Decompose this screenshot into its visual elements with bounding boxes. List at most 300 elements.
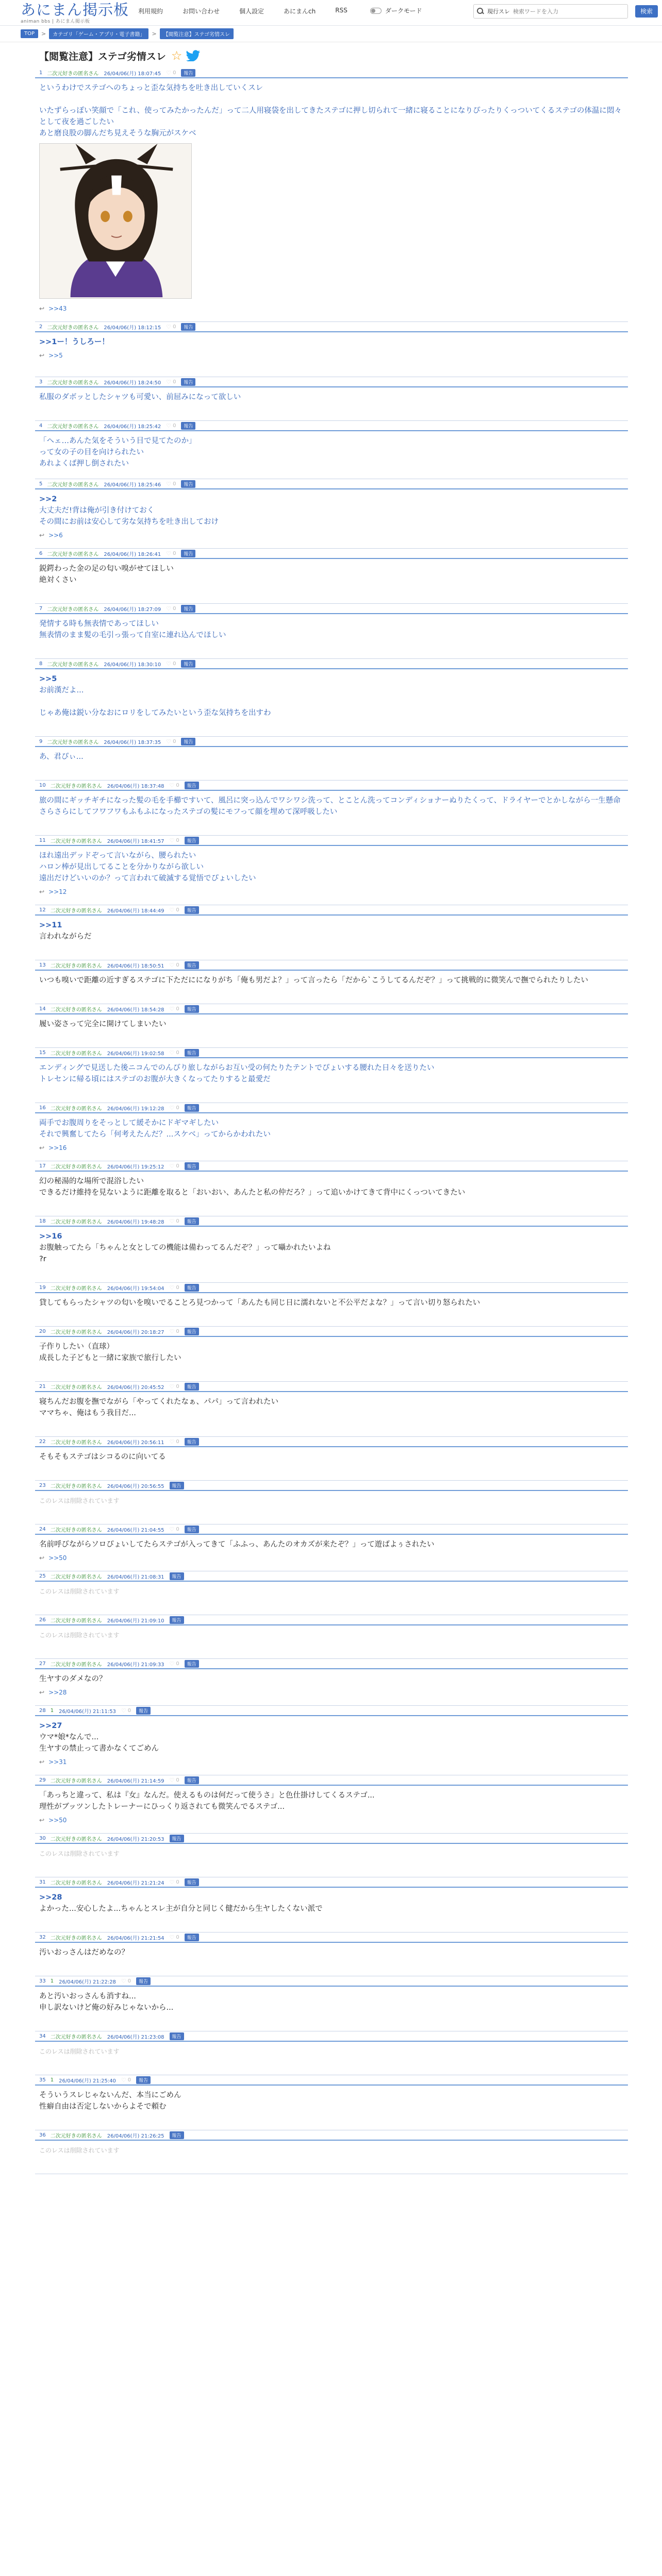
- heart-icon: ♡: [166, 69, 172, 76]
- post-date: 26/04/06(月) 20:56:55: [107, 1483, 164, 1489]
- like-button[interactable]: [170, 1879, 179, 1886]
- heart-icon: ♡: [169, 1383, 175, 1390]
- post-number[interactable]: 20: [39, 1328, 46, 1334]
- report-button[interactable]: 報告: [185, 1217, 199, 1225]
- post-number[interactable]: 34: [39, 2033, 46, 2039]
- post-date: 26/04/06(月) 18:27:09: [104, 606, 161, 613]
- reply-link[interactable]: >>16: [48, 1144, 67, 1151]
- report-button[interactable]: 報告: [136, 1977, 151, 1985]
- report-button[interactable]: 報告: [181, 660, 195, 668]
- post-number[interactable]: 23: [39, 1482, 46, 1488]
- post-number[interactable]: 8: [39, 660, 43, 667]
- site-title[interactable]: あにまん掲示板: [21, 1, 129, 19]
- post-footer-space: [35, 586, 628, 603]
- post-text-line: 私服のダボッとしたシャツも可愛い、前屈みになって欲しい: [39, 393, 241, 401]
- reply-link[interactable]: >>43: [48, 305, 67, 312]
- post-footer-space: [35, 1265, 628, 1282]
- like-count: 0: [176, 1049, 179, 1056]
- post-number[interactable]: 36: [39, 2132, 46, 2138]
- post: [35, 960, 628, 1004]
- post-number[interactable]: 14: [39, 1006, 46, 1012]
- reply-arrow-icon: ↩: [39, 1758, 45, 1766]
- site-header: [0, 0, 662, 26]
- nav-rss[interactable]: RSS: [335, 7, 347, 14]
- search-input[interactable]: [513, 8, 627, 15]
- report-button[interactable]: 報告: [181, 738, 195, 745]
- like-count: 0: [176, 1879, 179, 1885]
- like-button[interactable]: [170, 1438, 179, 1445]
- post-image-wrapper: [35, 139, 628, 301]
- report-button[interactable]: 報告: [185, 1776, 199, 1784]
- report-button[interactable]: 報告: [181, 69, 195, 77]
- favorite-star-icon[interactable]: ☆: [171, 48, 183, 63]
- post-number[interactable]: 4: [39, 422, 43, 429]
- report-button[interactable]: 報告: [170, 1835, 184, 1842]
- like-button[interactable]: [166, 481, 176, 487]
- post-number[interactable]: 9: [39, 738, 43, 744]
- post-number[interactable]: 19: [39, 1284, 46, 1291]
- post-footer-space: [35, 942, 628, 960]
- post-number[interactable]: 6: [39, 550, 43, 556]
- reply-link[interactable]: >>50: [48, 1554, 67, 1562]
- post-number[interactable]: 30: [39, 1835, 46, 1841]
- report-button[interactable]: 報告: [185, 837, 199, 844]
- replies-row: [35, 532, 628, 539]
- poster-name: 二次元好きの匿名さん: [50, 1007, 102, 1013]
- post-text-line: 汚いおっさんはだめなの？: [39, 1948, 129, 1957]
- post-text-line: あと磨良股の脚んだち見えそうな胸元がスケベ: [39, 129, 196, 138]
- twitter-bird-icon[interactable]: [186, 50, 201, 61]
- post-number[interactable]: 31: [39, 1879, 46, 1885]
- post-number[interactable]: 18: [39, 1218, 46, 1224]
- report-button[interactable]: 報告: [170, 2131, 184, 2139]
- post-date: 26/04/06(月) 21:25:40: [59, 2078, 116, 2084]
- post-footer-space: [35, 884, 628, 905]
- report-button[interactable]: 報告: [181, 422, 195, 430]
- reply-link[interactable]: >>5: [48, 352, 63, 359]
- like-count: 0: [127, 1978, 131, 1984]
- post-body: [35, 387, 628, 403]
- post-text-line: 大丈夫だ!背は俺が引き付けておく: [39, 506, 155, 515]
- post-number[interactable]: 16: [39, 1105, 46, 1111]
- report-button[interactable]: 報告: [185, 1328, 199, 1335]
- post-footer-space: [35, 1085, 628, 1103]
- report-button[interactable]: 報告: [181, 480, 195, 488]
- post-number[interactable]: 13: [39, 962, 46, 968]
- post: [35, 1834, 628, 1877]
- reply-anchor-link[interactable]: >>16: [39, 1232, 62, 1241]
- heart-icon: ♡: [121, 1707, 126, 1714]
- post-footer-space: [35, 1550, 628, 1571]
- dark-mode-control[interactable]: [370, 6, 422, 15]
- post-number[interactable]: 28: [39, 1707, 46, 1714]
- post: [35, 905, 628, 960]
- post-body: [35, 489, 628, 528]
- post-body: [35, 559, 628, 586]
- post-body: [35, 332, 628, 348]
- post-number[interactable]: 35: [39, 2077, 46, 2083]
- post-footer-space: [35, 1030, 628, 1047]
- post-header: [35, 1976, 628, 1987]
- post-number[interactable]: 2: [39, 324, 43, 330]
- like-count: 0: [176, 1328, 179, 1334]
- like-count: 0: [176, 1383, 179, 1389]
- like-button[interactable]: [170, 1328, 179, 1335]
- like-button[interactable]: [170, 837, 179, 844]
- post-text-line: よかった...安心したよ...ちゃんとスレ主が自分と同じく健だから生ヤしたくない派で: [39, 1905, 323, 1913]
- post-body: [35, 1535, 628, 1550]
- poster-name: 二次元好きの匿名さん: [47, 423, 99, 430]
- nav-animanch[interactable]: あにまんch: [284, 8, 316, 15]
- nav-terms[interactable]: 利用規約: [138, 8, 163, 15]
- report-button[interactable]: 報告: [185, 1934, 199, 1941]
- post-body: [35, 1844, 628, 1859]
- like-button[interactable]: [170, 1105, 179, 1111]
- like-button[interactable]: [121, 1978, 131, 1985]
- like-button[interactable]: [166, 422, 176, 429]
- like-count: 0: [173, 324, 176, 330]
- post-text-line: その間にお前は安心して劣な気持ちを吐き出しておけ: [39, 518, 219, 526]
- poster-name: 二次元好きの匿名さん: [50, 1778, 102, 1784]
- reply-anchor-link[interactable]: >>28: [39, 1893, 62, 1902]
- post-footer-space: [35, 1463, 628, 1480]
- like-count: 0: [173, 605, 176, 612]
- post-date: 26/04/06(月) 19:02:58: [107, 1050, 164, 1057]
- like-button[interactable]: [166, 550, 176, 557]
- report-button[interactable]: 報告: [185, 1104, 199, 1112]
- heart-icon: ♡: [169, 961, 175, 969]
- post: [35, 1216, 628, 1283]
- heart-icon: ♡: [169, 1776, 175, 1784]
- post-body: [35, 1625, 628, 1641]
- poster-name: 二次元好きの匿名さん: [47, 551, 99, 557]
- post-text-line: できるだけ維持を見ないように距離を取ると「おいおい、あんたと私の仲だろ？」って追いかけてきて背中にくっついてきたい: [39, 1189, 466, 1197]
- poster-name: 二次元好きの匿名さん: [50, 1662, 102, 1668]
- post-body: [35, 1888, 628, 1914]
- like-button[interactable]: [166, 70, 176, 76]
- like-count: 0: [173, 550, 176, 556]
- report-button[interactable]: 報告: [181, 378, 195, 386]
- post-date: 26/04/06(月) 18:37:48: [107, 783, 164, 789]
- post-number[interactable]: 24: [39, 1526, 46, 1532]
- post-body: [35, 1987, 628, 2013]
- post-date: 26/04/06(月) 21:21:54: [107, 1935, 164, 1941]
- reply-anchor-link[interactable]: >>1ー！うしろー！: [39, 338, 109, 346]
- post-text-line: 「ヘェ…あんた気をそういう目で見てたのか」: [39, 437, 196, 445]
- heart-icon: ♡: [166, 378, 172, 385]
- post: [35, 1615, 628, 1659]
- post-number[interactable]: 12: [39, 907, 46, 913]
- report-button[interactable]: 報告: [185, 906, 199, 914]
- poster-name: 二次元好きの匿名さん: [50, 1050, 102, 1057]
- post-text-line: 幻の秘湯的な場所で混浴したい: [39, 1177, 144, 1185]
- post-number[interactable]: 32: [39, 1934, 46, 1940]
- post-date: 26/04/06(月) 18:50:51: [107, 963, 164, 969]
- post-number[interactable]: 10: [39, 782, 46, 788]
- like-button[interactable]: [170, 1218, 179, 1225]
- post-number[interactable]: 33: [39, 1978, 46, 1984]
- post: [35, 2075, 628, 2130]
- post-header: [35, 1571, 628, 1582]
- post-number[interactable]: 1: [39, 70, 43, 76]
- post-header: [35, 659, 628, 669]
- post-body: [35, 1716, 628, 1754]
- like-button[interactable]: [166, 379, 176, 385]
- like-button[interactable]: [170, 1284, 179, 1291]
- post-number[interactable]: 15: [39, 1049, 46, 1056]
- like-button[interactable]: [170, 962, 179, 969]
- post-header: [35, 1161, 628, 1172]
- report-button[interactable]: 報告: [136, 2076, 151, 2084]
- report-button[interactable]: 報告: [170, 1616, 184, 1624]
- post-header: [35, 604, 628, 614]
- like-button[interactable]: [121, 1707, 131, 1714]
- post-number[interactable]: 21: [39, 1383, 46, 1389]
- heart-icon: ♡: [166, 660, 172, 667]
- like-button[interactable]: [170, 1006, 179, 1012]
- post: [35, 68, 628, 322]
- report-button[interactable]: 報告: [185, 782, 199, 789]
- post: [35, 322, 628, 377]
- heart-icon: ♡: [121, 2076, 126, 2083]
- post-number[interactable]: 17: [39, 1163, 46, 1169]
- post-header: [35, 549, 628, 559]
- dark-mode-toggle[interactable]: [370, 8, 382, 14]
- post-header: [35, 1481, 628, 1491]
- reply-anchor-link[interactable]: >>27: [39, 1722, 62, 1730]
- report-button[interactable]: 報告: [185, 1383, 199, 1391]
- like-button[interactable]: [170, 782, 179, 789]
- heart-icon: ♡: [169, 837, 175, 844]
- post-number[interactable]: 22: [39, 1438, 46, 1445]
- post-text-line: ほれ遠出デッドぞって言いながら、腰られたい: [39, 852, 196, 860]
- poster-name: 1: [50, 1707, 54, 1714]
- post-text-line: 性癖自由は否定しないからよそで頼む: [39, 2103, 167, 2111]
- post-number[interactable]: 27: [39, 1660, 46, 1667]
- post-date: 26/04/06(月) 20:56:11: [107, 1439, 164, 1446]
- report-button[interactable]: 報告: [185, 1005, 199, 1013]
- report-button[interactable]: 報告: [181, 323, 195, 331]
- replies-row: [35, 1817, 628, 1824]
- post-text-line: いたずらっぽい笑顔で「これ、使ってみたかったんだ」って二人用寝袋を出してきたステゴに押し切られて一緒に寝ることになりぴったりくっついてくるステゴの体温に悶々として夜を過ごしたい: [39, 107, 622, 126]
- post-footer-space: [35, 1309, 628, 1326]
- post-text-line: あと汚いおっさんも消すね...: [39, 1992, 136, 2001]
- poster-name: 二次元好きの匿名さん: [50, 2034, 102, 2040]
- post: [35, 659, 628, 737]
- report-button[interactable]: 報告: [185, 961, 199, 969]
- reply-link[interactable]: >>31: [48, 1758, 67, 1766]
- post-number[interactable]: 29: [39, 1777, 46, 1783]
- poster-name: 二次元好きの匿名さん: [50, 783, 102, 789]
- poster-name: 二次元好きの匿名さん: [50, 1574, 102, 1580]
- post-header: [35, 2130, 628, 2141]
- like-count: 0: [176, 1660, 179, 1667]
- report-button[interactable]: 報告: [170, 2032, 184, 2040]
- post-footer-space: [35, 2057, 628, 2075]
- character-portrait-image[interactable]: [39, 143, 192, 299]
- post-text-line: あ、君ぴぃ...: [39, 753, 84, 761]
- post-text-line: 「あっちと違って、私は『女』なんだ。使えるものは何だって使うさ」と色仕掛けしてくるステゴ...: [39, 1791, 375, 1800]
- like-button[interactable]: [170, 1934, 179, 1941]
- report-button[interactable]: 報告: [170, 1482, 184, 1489]
- post: [35, 1659, 628, 1706]
- post-body: [35, 431, 628, 469]
- like-count: 0: [173, 481, 176, 487]
- post-footer-space: [35, 1364, 628, 1381]
- like-button[interactable]: [170, 1777, 179, 1784]
- site-logo[interactable]: [21, 2, 129, 24]
- post-date: 26/04/06(月) 18:25:46: [104, 482, 161, 488]
- post: [35, 1571, 628, 1615]
- replies-row: [35, 352, 628, 359]
- post-text-line: 成長した子どもと一緒に家族で旅行したい: [39, 1354, 181, 1362]
- post-body: [35, 916, 628, 942]
- reply-arrow-icon: ↩: [39, 888, 45, 895]
- post: [35, 1933, 628, 1976]
- poster-name: 二次元好きの匿名さん: [50, 2133, 102, 2139]
- like-count: 0: [176, 782, 179, 788]
- report-button[interactable]: 報告: [185, 1284, 199, 1292]
- report-button[interactable]: 報告: [185, 1526, 199, 1533]
- post-header: [35, 322, 628, 332]
- search-button[interactable]: 検索: [635, 5, 658, 18]
- post-footer-space: [35, 1812, 628, 1833]
- deleted-notice: このレスは削除されています: [39, 1497, 120, 1504]
- search-scope-select[interactable]: 現行スレ: [487, 8, 510, 15]
- post: [35, 2130, 628, 2174]
- reply-link[interactable]: >>28: [48, 1689, 67, 1696]
- breadcrumb: [0, 26, 662, 42]
- post-body: [35, 1491, 628, 1506]
- report-button[interactable]: 報告: [185, 1049, 199, 1057]
- post-number[interactable]: 5: [39, 481, 43, 487]
- post-header: [35, 1659, 628, 1669]
- breadcrumb-thread[interactable]: 【閲覧注意】ステゴ劣情スレ: [160, 28, 234, 39]
- post-body: [35, 747, 628, 762]
- post-header: [35, 1382, 628, 1392]
- like-button[interactable]: [166, 324, 176, 330]
- like-button[interactable]: [121, 2077, 131, 2083]
- post-text-line: ママちゃ、俺はもう我目だ...: [39, 1409, 136, 1417]
- post-body: [35, 1172, 628, 1198]
- post-footer-space: [35, 469, 628, 479]
- reply-link[interactable]: >>12: [48, 888, 67, 895]
- reply-anchor-link[interactable]: >>5: [39, 675, 57, 683]
- post-date: 26/04/06(月) 18:37:35: [104, 739, 161, 745]
- reply-link[interactable]: >>50: [48, 1817, 67, 1824]
- report-button[interactable]: 報告: [181, 550, 195, 557]
- nav-contact[interactable]: お問い合わせ: [183, 8, 220, 15]
- breadcrumb-top[interactable]: TOP: [21, 29, 38, 38]
- post-text-line: というわけでステゴへのちょっと歪な気持ちを吐き出していくスレ: [39, 84, 263, 92]
- poster-name: 二次元好きの匿名さん: [47, 71, 99, 77]
- poster-name: 二次元好きの匿名さん: [47, 380, 99, 386]
- poster-name: 二次元好きの匿名さん: [50, 1618, 102, 1624]
- poster-name: 二次元好きの匿名さん: [50, 908, 102, 914]
- report-button[interactable]: 報告: [185, 1162, 199, 1170]
- post-header: [35, 905, 628, 916]
- post: [35, 1048, 628, 1103]
- like-button[interactable]: [166, 605, 176, 612]
- reply-anchor-link[interactable]: >>11: [39, 921, 62, 929]
- post: [35, 1524, 628, 1571]
- post-text-line: 寝ちんだお腹を撫でながら「やってくれたなぁ、パパ」って言われたい: [39, 1398, 278, 1406]
- post: [35, 1103, 628, 1161]
- post-header: [35, 2075, 628, 2086]
- post-text-line: ウマ*娘*なんで...: [39, 1733, 99, 1741]
- report-button[interactable]: 報告: [136, 1707, 151, 1715]
- like-count: 0: [173, 660, 176, 667]
- breadcrumb-category[interactable]: カテゴリ「ゲーム・アプリ・電子書籍」: [49, 28, 148, 39]
- post-number[interactable]: 25: [39, 1573, 46, 1579]
- like-button[interactable]: [170, 1660, 179, 1667]
- post-date: 26/04/06(月) 21:21:24: [107, 1880, 164, 1886]
- post-text-line: 無表情のまま髪の毛引っ張って自室に連れ込んでほしい: [39, 631, 226, 639]
- post-body: [35, 846, 628, 884]
- poster-name: 二次元好きの匿名さん: [50, 1880, 102, 1886]
- post-body: [35, 1337, 628, 1364]
- report-button[interactable]: 報告: [185, 1878, 199, 1886]
- post: [35, 1327, 628, 1382]
- post-text-line: 発情する時も無表情であってほしい: [39, 620, 159, 628]
- report-button[interactable]: 報告: [185, 1660, 199, 1668]
- post-header: [35, 737, 628, 747]
- like-button[interactable]: [166, 660, 176, 667]
- post-body: [35, 78, 628, 139]
- post-date: 26/04/06(月) 21:14:59: [107, 1778, 164, 1784]
- like-button[interactable]: [170, 1526, 179, 1533]
- post-footer-space: [35, 301, 628, 321]
- like-button[interactable]: [170, 1163, 179, 1170]
- post-body: [35, 1392, 628, 1419]
- post-header: [35, 68, 628, 78]
- post-header: [35, 1877, 628, 1888]
- replies-row: [35, 888, 628, 895]
- post-number[interactable]: 3: [39, 379, 43, 385]
- post-header: [35, 1216, 628, 1227]
- like-count: 0: [127, 2077, 131, 2083]
- post-footer-space: [35, 641, 628, 658]
- post-text-line: って女の子の目を向けられたい: [39, 448, 144, 456]
- report-button[interactable]: 報告: [185, 1438, 199, 1446]
- nav-settings[interactable]: 個人設定: [239, 8, 264, 15]
- post-number[interactable]: 26: [39, 1617, 46, 1623]
- like-button[interactable]: [170, 907, 179, 913]
- post-number[interactable]: 11: [39, 837, 46, 843]
- like-count: 0: [173, 379, 176, 385]
- like-button[interactable]: [170, 1383, 179, 1390]
- like-button[interactable]: [170, 1049, 179, 1056]
- heart-icon: ♡: [166, 323, 172, 330]
- like-count: 0: [176, 1006, 179, 1012]
- post-text-line: お腹触ってたら「ちゃんと女としての機能は備わってるんだぞ？」って囁かれたいよね: [39, 1244, 331, 1252]
- report-button[interactable]: 報告: [181, 605, 195, 613]
- report-button[interactable]: 報告: [170, 1572, 184, 1580]
- post-number[interactable]: 7: [39, 605, 43, 612]
- heart-icon: ♡: [169, 1660, 175, 1667]
- poster-name: 二次元好きの匿名さん: [50, 1384, 102, 1391]
- post-text-line: 履い姿さって完全に開けてしまいたい: [39, 1020, 167, 1028]
- like-button[interactable]: [166, 738, 176, 745]
- reply-anchor-link[interactable]: >>2: [39, 495, 57, 503]
- post-footer-space: [35, 403, 628, 420]
- post-footer-space: [35, 1419, 628, 1436]
- search-box: [473, 4, 628, 19]
- post-body: [35, 791, 628, 818]
- post-header: [35, 781, 628, 791]
- post-footer-space: [35, 719, 628, 736]
- reply-link[interactable]: >>6: [48, 532, 63, 539]
